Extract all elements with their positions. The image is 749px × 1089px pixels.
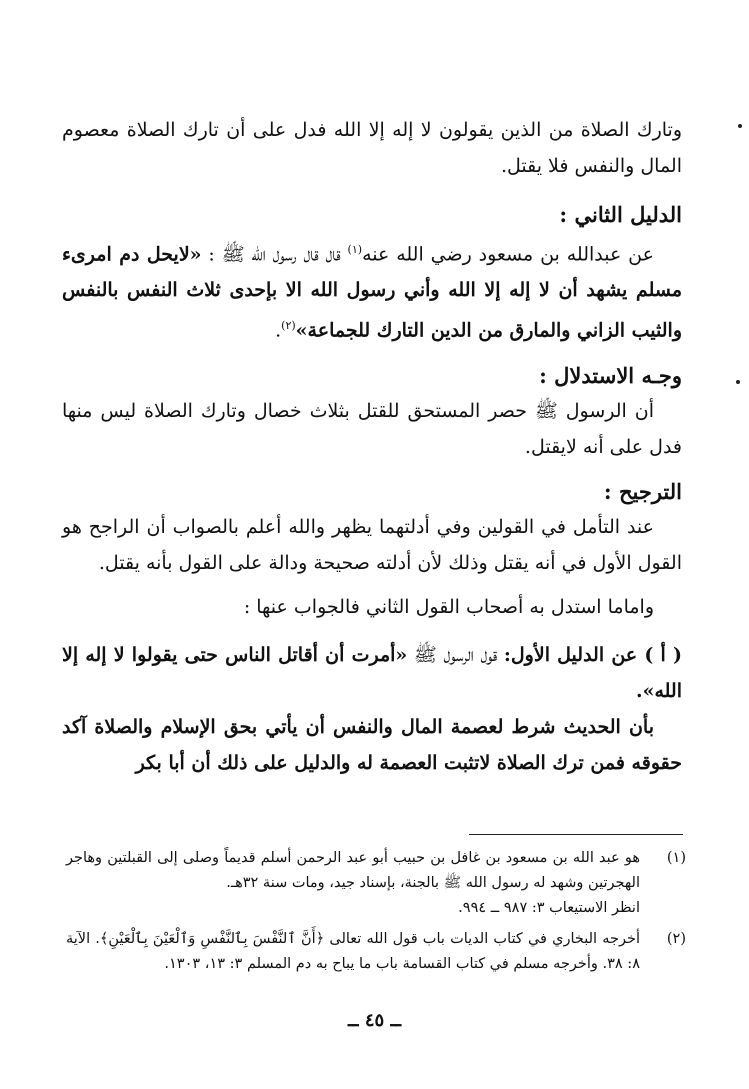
hadith-text: «لايحل دم امرىء مسلم يشهد أن لا إله إلا الله وأني رسول الله الا بإحدى ثلاث النفس بالنفس والثيب الزاني والمارق من الدين التارك للجماعة» <box>62 243 682 342</box>
paragraph-7: بأن الحديث شرط لعصمة المال والنفس أن يأتي بحق الإسلام والصلاة آكد حقوقه فمن ترك الصلاة لاتثبت العصمة له والدليل على ذلك أن أبا بكر <box>62 715 682 774</box>
footnote-2 <box>66 927 686 977</box>
paragraph-2: عن عبدالله بن مسعود رضي الله عنه$^{(١)}$ قال قال رسول الله ﷺ : «لايحل دم امرىء مسلم يشهد أن لا إله إلا الله وأني رسول الله الا بإحدى ثلاث النفس بالنفس والثيب الزاني والمارق من الدين التارك للجماعة»$^{(٢)}$. <box>62 243 682 342</box>
heading-second-proof: الدليل الثاني : <box>559 202 682 227</box>
footnote-separator <box>469 834 683 835</box>
footnote-1-ref: انظر الاستيعاب ٣: ٩٨٧ ــ ٩٩٤. <box>458 900 640 916</box>
paragraph-2-intro: عن عبدالله بن مسعود رضي الله عنه <box>362 243 654 266</box>
footnote-1 <box>66 846 686 921</box>
first-proof-label: ( أ ) عن الدليل الأول: <box>503 643 682 666</box>
footnote-1-number: (١) <box>666 850 686 866</box>
footnote-ref-2: (٢) <box>281 319 296 333</box>
page-number: ــ ٤٥ ــ <box>348 1010 401 1031</box>
margin-mark <box>736 380 740 384</box>
paragraph-6 <box>62 637 682 709</box>
paragraph-4: عند التأمل في القولين وفي أدلتهما يظهر والله أعلم بالصواب أن الراجح هو القول الأول في أنه يقتل وذلك لأن أدلته صحيحة ودالة على القول بأنه يقتل. <box>62 515 682 574</box>
body-text <box>62 112 682 781</box>
paragraph-2-mid: قال قال رسول الله ﷺ : <box>208 243 348 266</box>
footnotes <box>66 846 686 977</box>
hadith-text-2: «أمرت أن أقاتل الناس حتى يقولوا لا إله إلا الله». <box>62 643 682 702</box>
heading-inference: وجـه الاستدلال : <box>539 362 682 388</box>
footnote-ref-1: (١) <box>347 243 363 256</box>
paragraph-1: وتارك الصلاة من الذين يقولون لا إله إلا الله فدل على أن تارك الصلاة معصوم المال والنفس فلا يقتل. <box>62 119 682 177</box>
paragraph-3: أن الرسول ﷺ حصر المستحق للقتل بثلاث خصال وتارك الصلاة ليس منها فدل على أنه لايقتل. <box>62 399 682 458</box>
footnote-2-text: أخرجه البخاري في كتاب الديات باب قول الله تعالى ﴿أَنَّ ٱلنَّفْسَ بِٱلنَّفْسِ وَٱلْعَيْنَ بِٱلْعَيْنِ﴾. الآية ٨: ٣٨. وأخرجه مسلم في كتاب القسامة باب ما يباح به دم المسلم ٣: ١٣، ١٣٠٣. <box>66 931 640 972</box>
paragraph-5: واماما استدل به أصحاب القول الثاني فالجواب عنها : <box>243 595 654 618</box>
heading-preference: الترجيح : <box>603 478 682 504</box>
footnote-2-number: (٢) <box>666 931 686 947</box>
margin-mark <box>738 124 742 128</box>
paragraph-6-text: قول الرسول ﷺ <box>407 643 504 666</box>
footnote-1-text: هو عبد الله بن مسعود بن غافل بن حبيب أبو عبد الرحمن أسلم قديماً وصلى إلى القبلتين وهاجر الهجرتين وشهد له رسول الله ﷺ بالجنة، بإسناد جيد، ومات سنة ٣٢هـ. <box>66 850 640 891</box>
